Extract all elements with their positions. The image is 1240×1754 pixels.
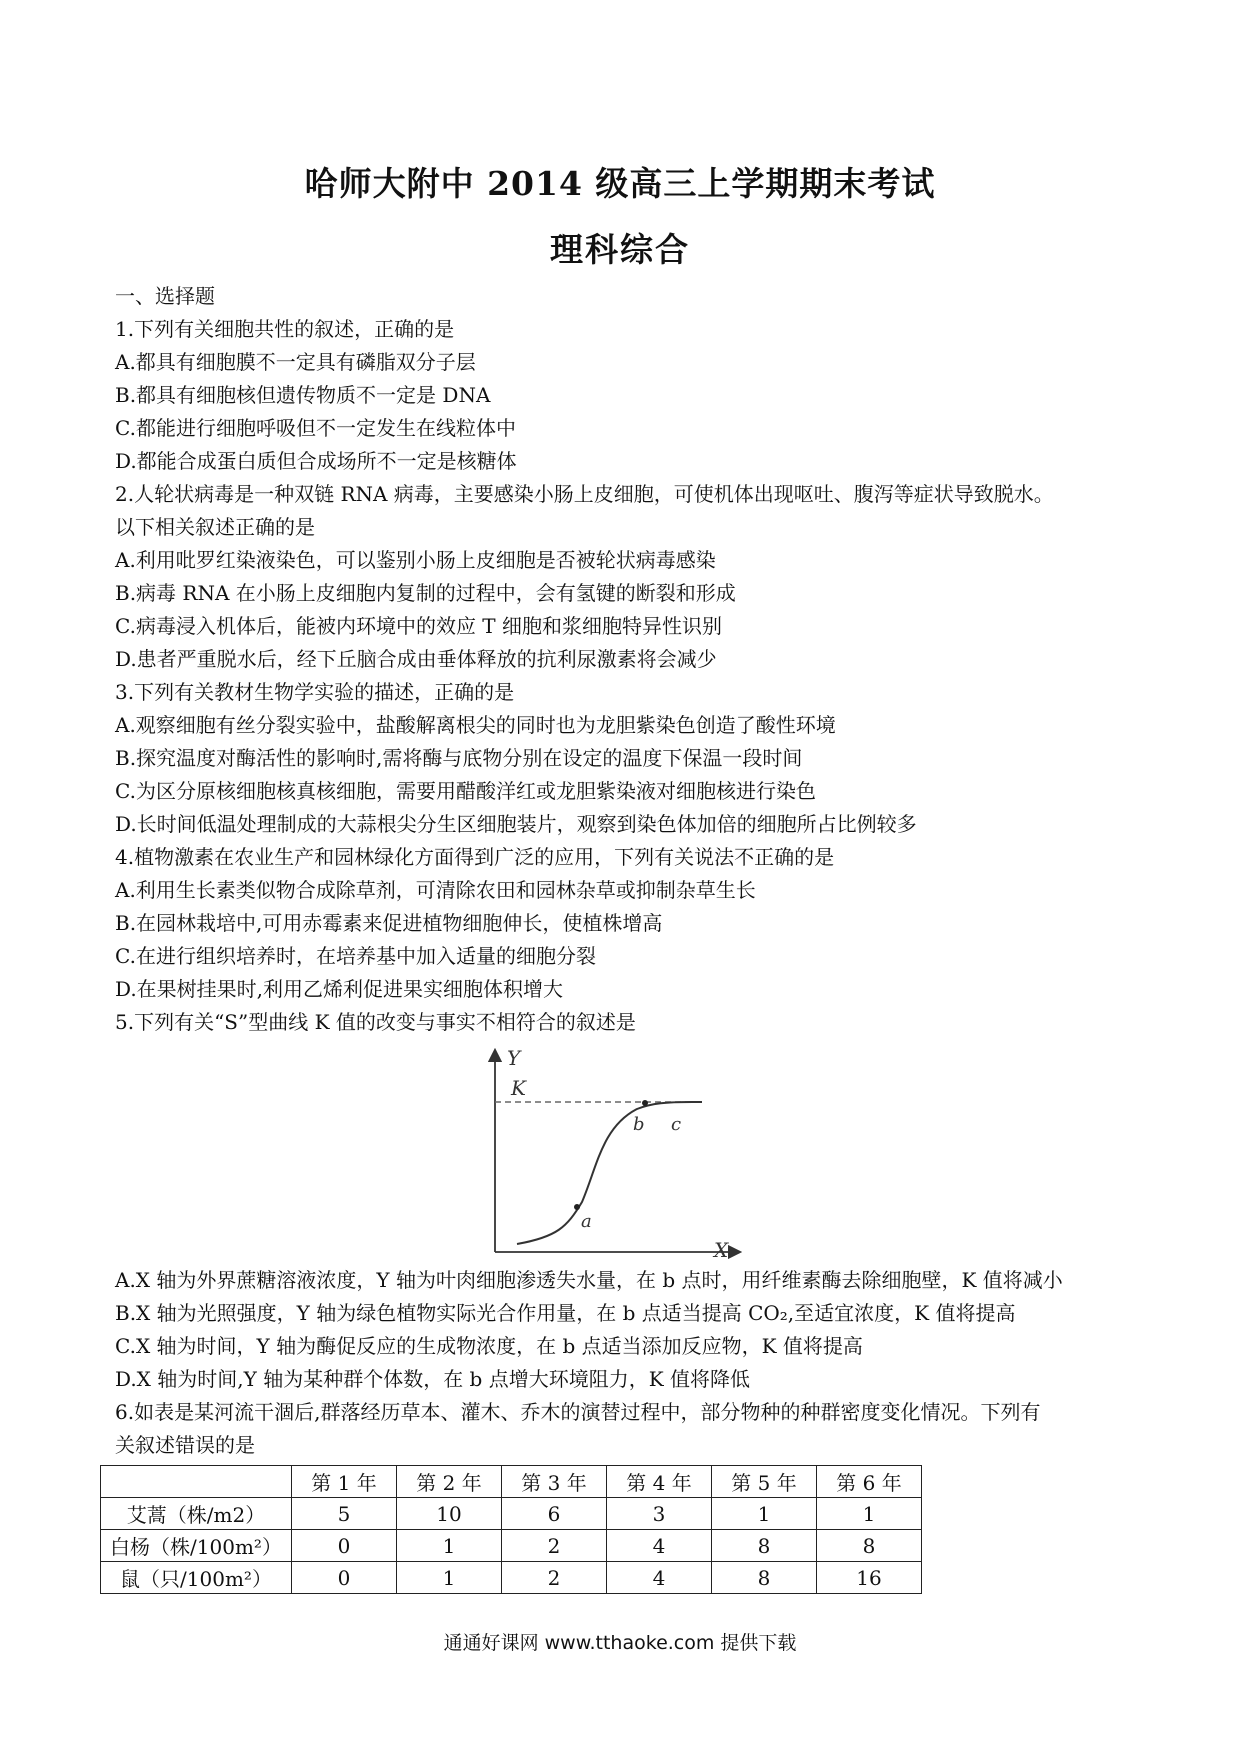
table-cell: 10: [397, 1498, 502, 1530]
q3-stem: 3.下列有关教材生物学实验的描述，正确的是: [115, 680, 515, 704]
q2-option-a: A.利用吡罗红染液染色，可以鉴别小肠上皮细胞是否被轮状病毒感染: [115, 548, 716, 572]
table-cell: 2: [502, 1562, 607, 1594]
question-content: [110, 280, 1150, 1594]
q3-option-c: C.为区分原核细胞核真核细胞，需要用醋酸洋红或龙胆紫染液对细胞核进行染色: [115, 779, 816, 803]
table-row: [101, 1498, 922, 1530]
table-cell: 1: [817, 1498, 922, 1530]
q5-stem: 5.下列有关“S”型曲线 K 值的改变与事实不相符合的叙述是: [115, 1010, 636, 1034]
table-cell: 4: [607, 1562, 712, 1594]
table-cell: 16: [817, 1562, 922, 1594]
exam-subtitle: 理科综合: [550, 230, 690, 269]
q2-stem-line2: 以下相关叙述正确的是: [115, 515, 315, 539]
table-header-cell: 第 3 年: [502, 1466, 607, 1498]
point-a: [574, 1204, 580, 1210]
q1-option-b: B.都具有细胞核但遗传物质不一定是 DNA: [115, 383, 491, 407]
s-curve-graph: [487, 1047, 747, 1262]
table-cell: 8: [817, 1530, 922, 1562]
q1-option-d: D.都能合成蛋白质但合成场所不一定是核糖体: [115, 449, 517, 473]
q4-stem: 4.植物激素在农业生产和园林绿化方面得到广泛的应用，下列有关说法不正确的是: [115, 845, 835, 869]
y-axis-label: Y: [507, 1047, 521, 1070]
table-header-cell: [101, 1466, 292, 1498]
table-cell: 8: [712, 1530, 817, 1562]
point-a-label: a: [581, 1211, 592, 1232]
table-header-cell: 第 4 年: [607, 1466, 712, 1498]
q6-stem-line1: 6.如表是某河流干涸后,群落经历草本、灌木、乔木的演替过程中，部分物种的种群密度变化情况。下列有: [115, 1400, 1041, 1424]
q5-option-d: D.X 轴为时间,Y 轴为某种群个体数，在 b 点增大环境阻力，K 值将降低: [115, 1367, 751, 1391]
point-b: [642, 1100, 648, 1106]
q3-option-d: D.长时间低温处理制成的大蒜根尖分生区细胞装片，观察到染色体加倍的细胞所占比例较多: [115, 812, 917, 836]
table-cell: 3: [607, 1498, 712, 1530]
table-cell: 1: [397, 1530, 502, 1562]
table-row-label: 白杨（株/100m²）: [101, 1530, 292, 1562]
q1-option-a: A.都具有细胞膜不一定具有磷脂双分子层: [115, 350, 476, 374]
point-b-label: b: [633, 1114, 645, 1135]
s-curve-figure: [115, 1039, 1150, 1264]
q1-stem: 1.下列有关细胞共性的叙述，正确的是: [115, 317, 455, 341]
table-cell: 2: [502, 1530, 607, 1562]
table-header-cell: 第 5 年: [712, 1466, 817, 1498]
table-cell: 0: [292, 1530, 397, 1562]
q5-option-b: B.X 轴为光照强度，Y 轴为绿色植物实际光合作用量，在 b 点适当提高 CO₂,至适宜浓度，K 值将提高: [115, 1301, 1016, 1325]
q5-option-a: A.X 轴为外界蔗糖溶液浓度，Y 轴为叶肉细胞渗透失水量，在 b 点时，用纤维素酶去除细胞壁，K 值将减小: [115, 1268, 1063, 1292]
q2-option-c: C.病毒浸入机体后，能被内环境中的效应 T 细胞和浆细胞特异性识别: [115, 614, 723, 638]
q3-option-a: A.观察细胞有丝分裂实验中，盐酸解离根尖的同时也为龙胆紫染色创造了酸性环境: [115, 713, 836, 737]
table-cell: 5: [292, 1498, 397, 1530]
q4-option-a: A.利用生长素类似物合成除草剂，可清除农田和园林杂草或抑制杂草生长: [115, 878, 756, 902]
table-header-cell: 第 6 年: [817, 1466, 922, 1498]
q6-stem-line2: 关叙述错误的是: [115, 1433, 255, 1457]
table-header-row: [101, 1466, 922, 1498]
table-row-label: 艾蒿（株/m2）: [101, 1498, 292, 1530]
q2-option-b: B.病毒 RNA 在小肠上皮细胞内复制的过程中，会有氢键的断裂和形成: [115, 581, 736, 605]
table-cell: 1: [712, 1498, 817, 1530]
table-row-label: 鼠（只/100m²）: [101, 1562, 292, 1594]
q4-option-d: D.在果树挂果时,利用乙烯利促进果实细胞体积增大: [115, 977, 564, 1001]
table-cell: 8: [712, 1562, 817, 1594]
population-density-table: [100, 1465, 922, 1594]
q2-stem-line1: 2.人轮状病毒是一种双链 RNA 病毒，主要感染小肠上皮细胞，可使机体出现呕吐、腹泻等症状导致脱水。: [115, 482, 1054, 506]
q5-option-c: C.X 轴为时间，Y 轴为酶促反应的生成物浓度，在 b 点适当添加反应物，K 值将提高: [115, 1334, 863, 1358]
table-header-cell: 第 1 年: [292, 1466, 397, 1498]
q3-option-b: B.探究温度对酶活性的影响时,需将酶与底物分别在设定的温度下保温一段时间: [115, 746, 803, 770]
table-cell: 0: [292, 1562, 397, 1594]
q4-option-c: C.在进行组织培养时，在培养基中加入适量的细胞分裂: [115, 944, 596, 968]
footer-credit: 通通好课网 www.tthaoke.com 提供下载: [443, 1632, 797, 1654]
exam-title: 哈师大附中 2014 级高三上学期期末考试: [304, 164, 936, 203]
table-header-cell: 第 2 年: [397, 1466, 502, 1498]
table-cell: 1: [397, 1562, 502, 1594]
x-axis-label: X: [714, 1238, 729, 1262]
k-label: K: [511, 1076, 526, 1100]
table-cell: 4: [607, 1530, 712, 1562]
q4-option-b: B.在园林栽培中,可用赤霉素来促进植物细胞伸长，使植株增高: [115, 911, 663, 935]
q1-option-c: C.都能进行细胞呼吸但不一定发生在线粒体中: [115, 416, 516, 440]
q2-option-d: D.患者严重脱水后，经下丘脑合成由垂体释放的抗利尿激素将会减少: [115, 647, 717, 671]
section-label: 一、选择题: [115, 284, 215, 308]
table-cell: 6: [502, 1498, 607, 1530]
point-c-label: c: [671, 1114, 682, 1135]
table-row: [101, 1530, 922, 1562]
table-row: [101, 1562, 922, 1594]
